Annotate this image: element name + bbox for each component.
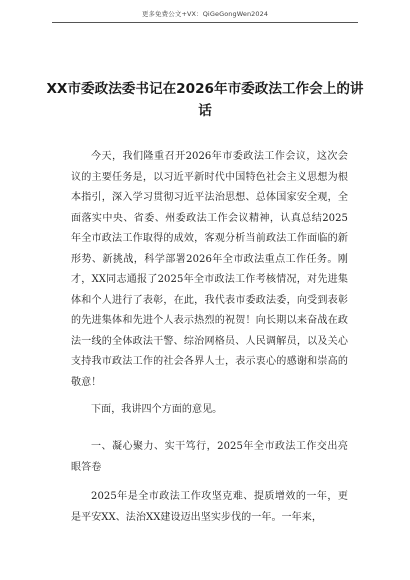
body-paragraph-outline: 下面，我讲四个方面的意见。 [91,404,223,415]
body-paragraph-section-one: 2025年是全市政法工作攻坚克难、提质增效的一年，更是平安XX、法治XX建设迈出坚实步伐的一年。一年来， [71,491,348,523]
body-paragraph-opening: 今天，我们隆重召开2026年市委政法工作会议，这次会议的主要任务是，以习近平新时代中国特色社会主义思想为根本指引，深入学习贯彻习近平法治思想、总体国家安全观，全面落实中央、省委、州委政法工作会议精神，认真总结2025年全市政法工作取得的成效，客观分析当前政法工作面临的新形势、新挑战，科学部署2026年全市政法重点工作任务。刚才，XX同志通报了2025年全市政法工作考核情况，对先进集体和个人进行了表彰，在此，我代表市委政法委，向受到表彰的先进集体和先进个人表示热烈的祝贺！向长期以来奋战在政法一线的全体政法干警、综治网格员、人民调解员，以及关心支持我市政法工作的社会各界人士，表示衷心的感谢和崇高的敬意！ [71,151,348,388]
section-heading-one: 一、凝心聚力、实干笃行，2025年全市政法工作交出亮眼答卷 [71,441,348,473]
header-note: 更多免费公文+VX：QiGeGongWen2024 [141,10,269,18]
header-divider [52,22,358,23]
document-title: XX市委政法委书记在2026年市委政法工作会上的讲话 [46,81,364,119]
